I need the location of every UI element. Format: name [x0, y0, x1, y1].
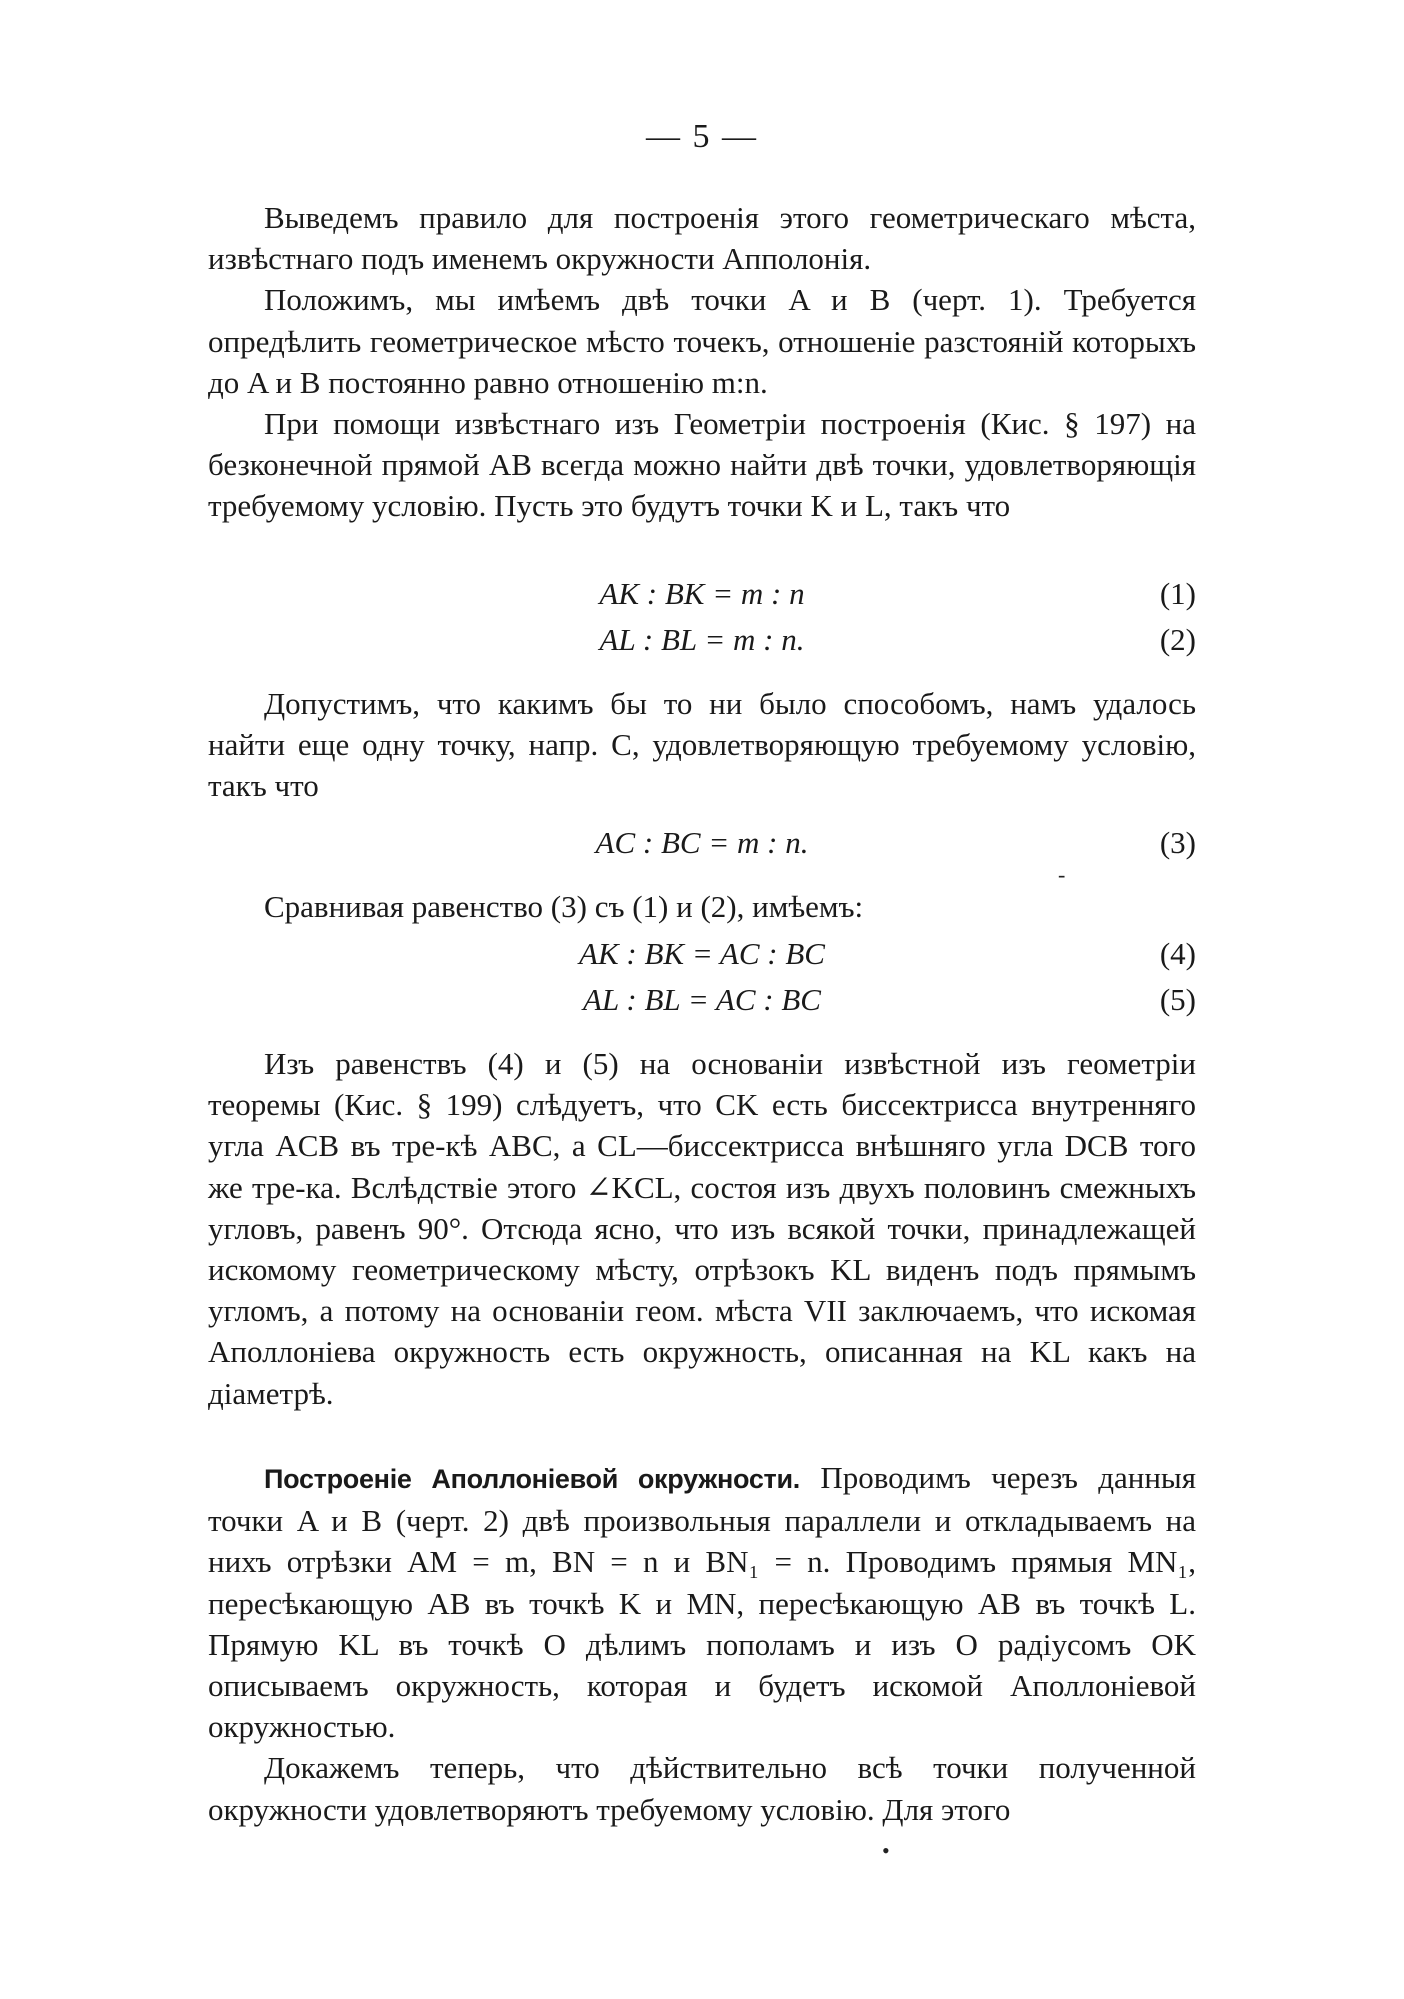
paragraph-given-points: Положимъ, мы имѣемъ двѣ точки A и B (черт. 1). Требуется опредѣлить геометрическое мѣсто точекъ, отношеніе разстояній которыхъ до A и B постоянно равно отношенію m:n. [208, 282, 1196, 400]
paragraph-assume-point-c: Допустимъ, что какимъ бы то ни было способомъ, намъ удалось найти еще одну точку, напр. C, удовлетворяющую требуемому условію, такъ что [208, 686, 1196, 804]
equation-1: AK : BK = m : n [599, 576, 805, 611]
page-number: — 5 — [646, 118, 758, 155]
equation-row-3 [208, 825, 1196, 869]
construction-text: Проводимъ черезъ данныя точки A и B (черт. 2) двѣ произвольныя параллели и откладываемъ на нихъ отрѣзки AM = m, BN = n и BN₁ = n. Проводимъ прямыя MN₁, пересѣкающую AB въ точкѣ K и MN, пересѣкающую AB въ точкѣ L. Прямую KL въ точкѣ O дѣлимъ пополамъ и изъ O радіусомъ OK описываемъ окружность, которая и будетъ искомой Аполлоніевой окружностью. [208, 1460, 1196, 1745]
equation-4-number: (4) [1159, 936, 1196, 971]
equation-row-5 [208, 982, 1196, 1026]
equation-3-number: (3) [1159, 825, 1196, 860]
equation-2: AL : BL = m : n. [599, 622, 805, 657]
equation-1-number: (1) [1159, 576, 1196, 611]
paragraph-assume-block [208, 683, 1196, 807]
paragraph-construction-points: При помощи извѣстнаго изъ Геометріи построенія (Кис. § 197) на безконечной прямой AB всегда можно найти двѣ точки, удовлетворяющія требуемому условію. Пусть это будутъ точки K и L, такъ что [208, 406, 1196, 524]
construction-heading: Построеніе Аполлоніевой окружности. [264, 1464, 800, 1494]
equation-row-1 [208, 576, 1196, 620]
intro-paragraphs [208, 197, 1196, 527]
paragraph-theorem: Изъ равенствъ (4) и (5) на основаніи извѣстной изъ геометріи теоремы (Кис. § 199) слѣдуетъ, что CK есть биссектрисса внутренняго угла ACB въ тре-кѣ ABC, а CL—биссектрисса внѣшняго угла DCB того же тре-ка. Вслѣдствіе этого ∠KCL, состоя изъ двухъ половинъ смежныхъ угловъ, равенъ 90°. Отсюда ясно, что изъ всякой точки, принадлежащей искомому геометрическому мѣсту, отрѣзокъ KL виденъ подъ прямымъ угломъ, а потому на основаніи геом. мѣста VII заключаемъ, что искомая Аполлоніева окружность есть окружность, описанная на KL какъ на діаметрѣ. [208, 1046, 1196, 1411]
theorem-block [208, 1043, 1196, 1414]
paragraph-compare-block [208, 886, 1196, 927]
print-mark: - [1058, 862, 1066, 887]
equation-3: AC : BC = m : n. [595, 825, 809, 860]
paragraph-construction [208, 1457, 1196, 1747]
paragraph-apollonius-locus: Выведемъ правило для построенія этого геометрическаго мѣста, извѣстнаго подъ именемъ окружности Апполонія. [208, 200, 1196, 277]
construction-block [208, 1457, 1196, 1830]
equation-row-2 [208, 622, 1196, 666]
print-mark-bottom: • [882, 1838, 890, 1863]
paragraph-comparing: Сравнивая равенство (3) съ (1) и (2), имѣемъ: [264, 889, 864, 924]
equation-5: AL : BL = AC : BC [583, 982, 821, 1017]
equation-2-number: (2) [1159, 622, 1196, 657]
paragraph-proof-start: Докажемъ теперь, что дѣйствительно всѣ точки полученной окружности удовлетворяютъ требуемому условію. Для этого [208, 1750, 1196, 1827]
equation-4: AK : BK = AC : BC [579, 936, 825, 971]
equation-row-4 [208, 936, 1196, 980]
equation-5-number: (5) [1159, 982, 1196, 1017]
